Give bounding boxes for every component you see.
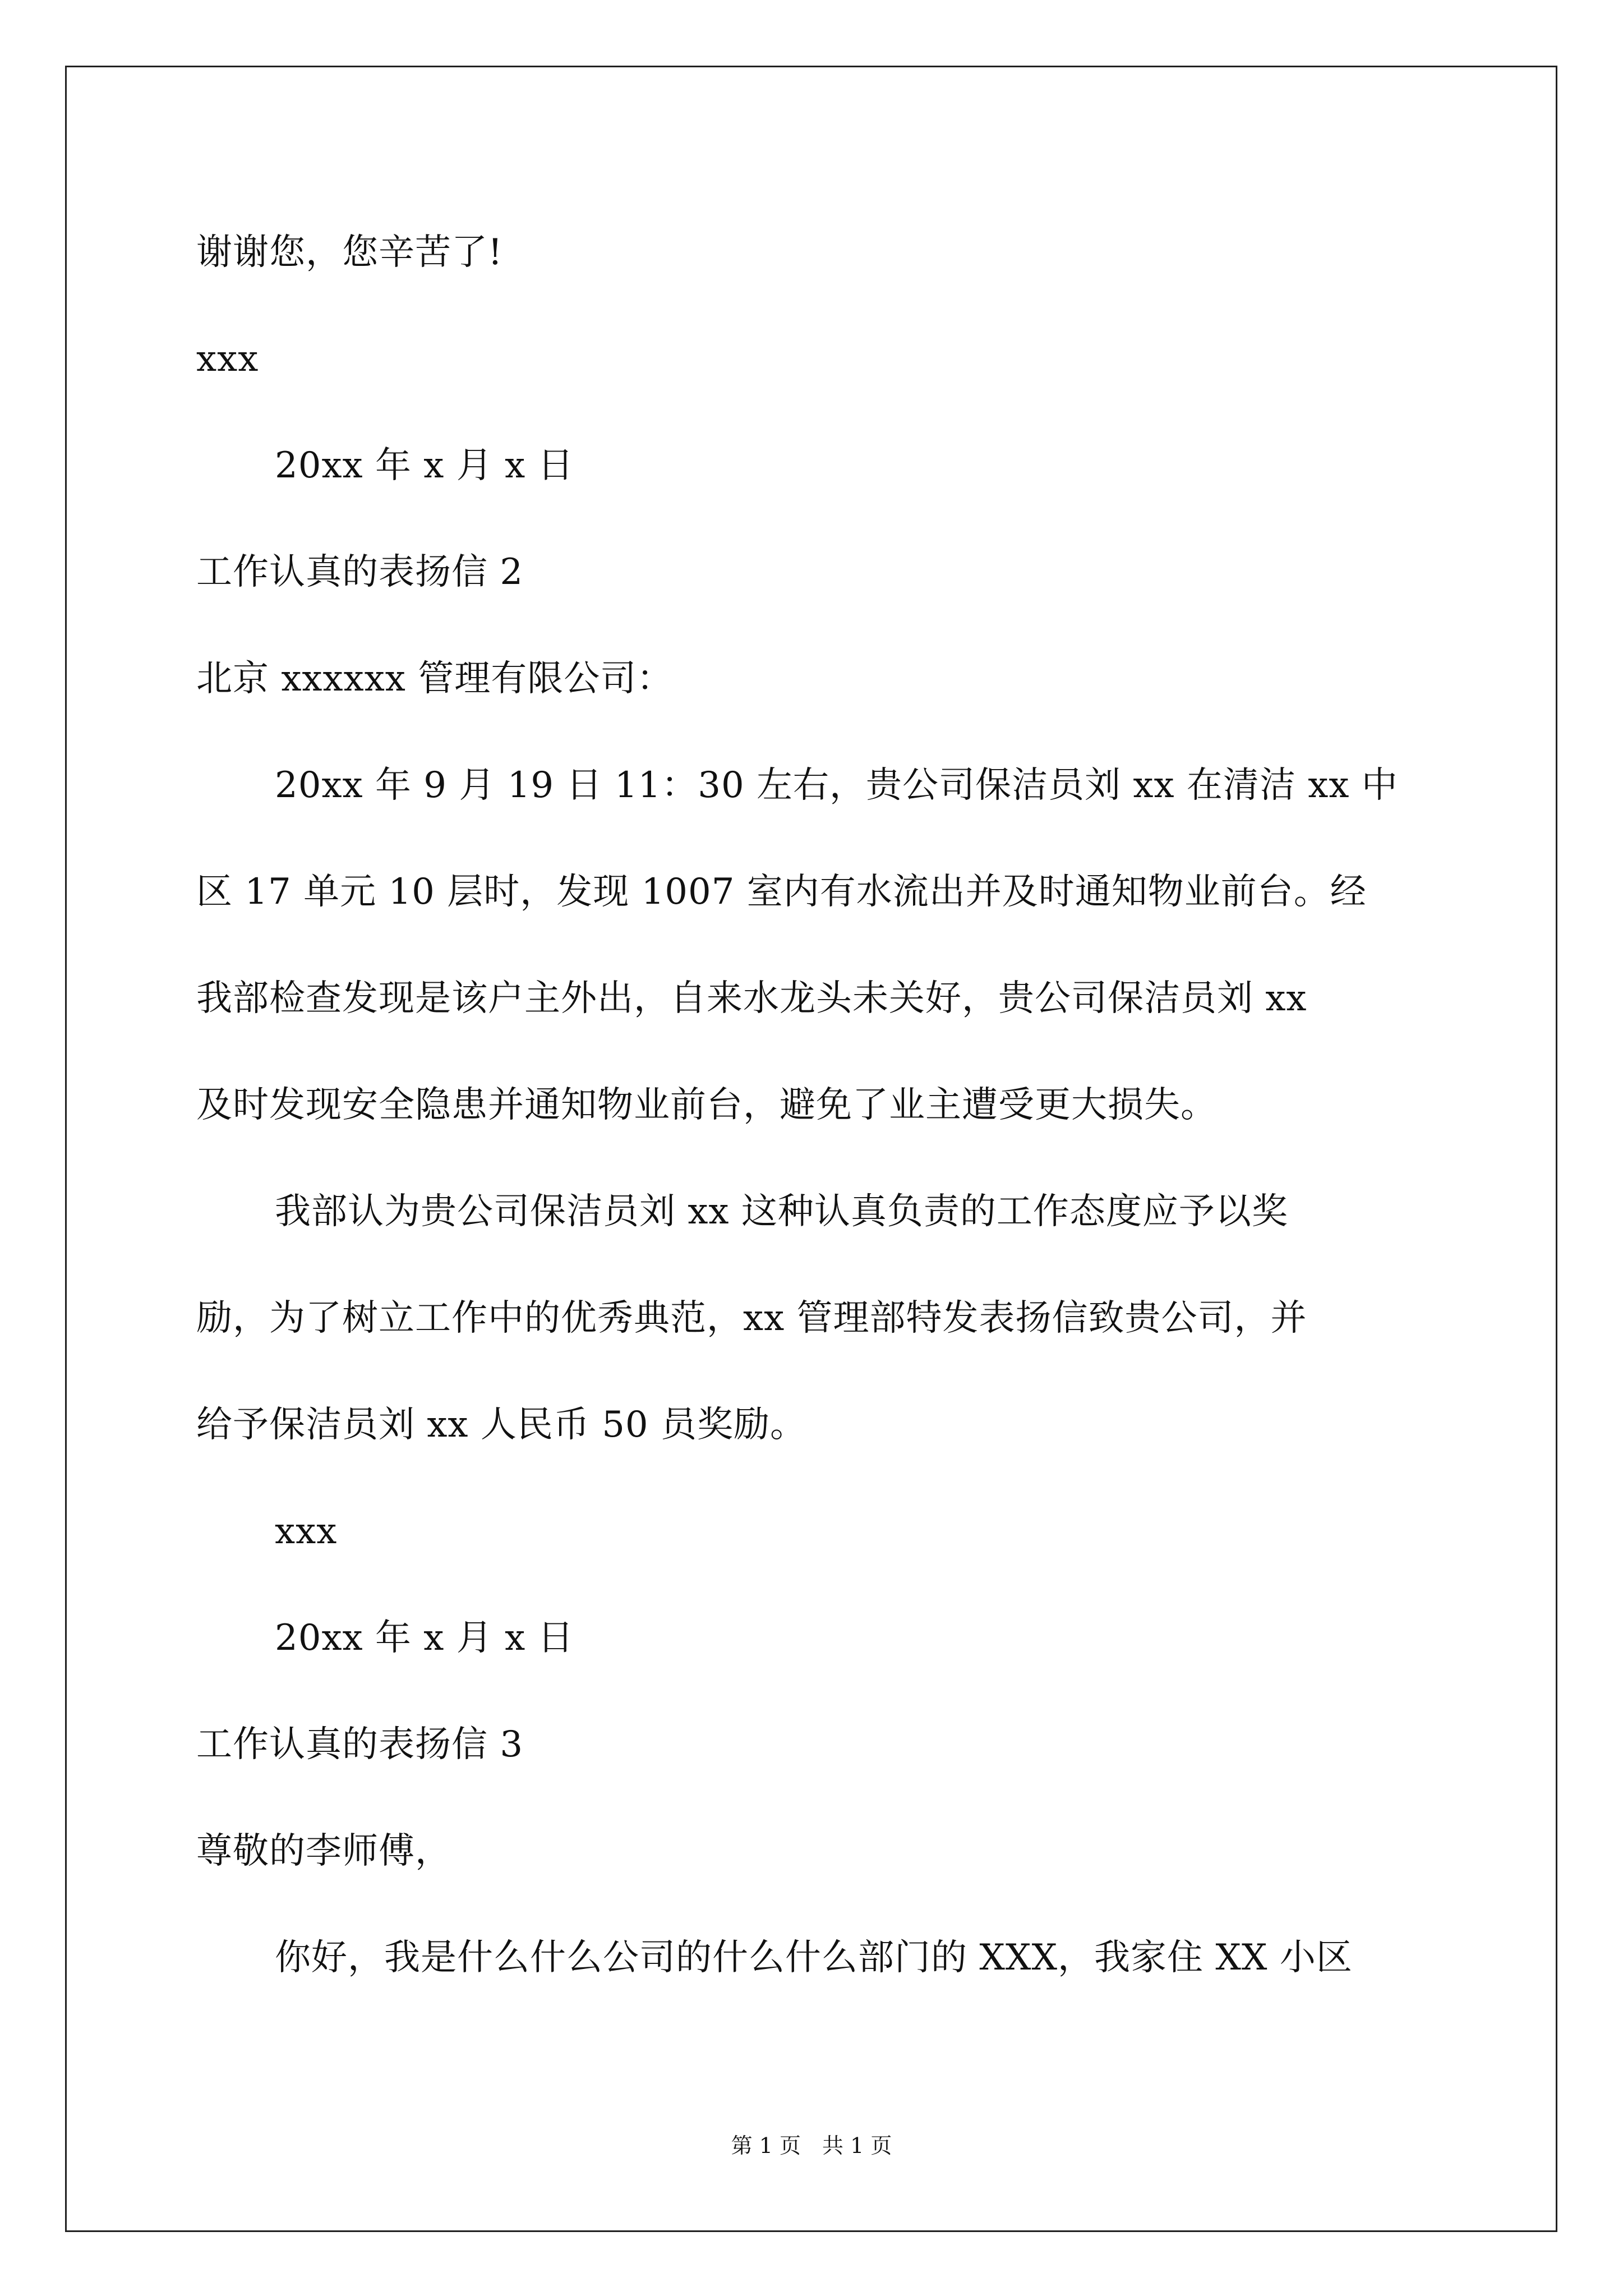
letter-title-3: 工作认真的表扬信 3 [196,1724,524,1765]
date-1: 20xx 年 x 月 x 日 [275,445,574,486]
body-line-5: 我部认为贵公司保洁员刘 xx 这种认真负责的工作态度应予以奖 [275,1191,1288,1232]
letter-title-2: 工作认真的表扬信 2 [196,551,524,593]
salutation-3: 尊敬的李师傅， [196,1830,451,1872]
date-2: 20xx 年 x 月 x 日 [275,1617,574,1659]
body-line-8: 你好，我是什么什么公司的什么什么部门的 XXX，我家住 XX 小区 [275,1937,1353,1978]
body-line-6: 励，为了树立工作中的优秀典范，xx 管理部特发表扬信致贵公司，并 [196,1297,1307,1339]
recipient-2: 北京 xxxxxx 管理有限公司： [196,658,674,700]
signature-1: xxx [196,338,259,380]
body-line-7: 给予保洁员刘 xx 人民币 50 员奖励。 [196,1404,806,1446]
closing-thanks: 谢谢您，您辛苦了! [196,232,503,273]
body-line-4: 及时发现安全隐患并通知物业前台，避免了业主遭受更大损失。 [196,1084,1217,1126]
signature-2: xxx [275,1511,338,1552]
body-line-2: 区 17 单元 10 层时，发现 1007 室内有水流出并及时通知物业前台。经 [196,871,1367,913]
body-line-1: 20xx 年 9 月 19 日 11：30 左右，贵公司保洁员刘 xx 在清洁 xx 中 [275,765,1398,806]
page-number: 第 1 页 共 1 页 [731,2133,892,2158]
body-line-3: 我部检查发现是该户主外出，自来水龙头未关好，贵公司保洁员刘 xx [196,978,1307,1019]
page-border [65,66,1557,2232]
